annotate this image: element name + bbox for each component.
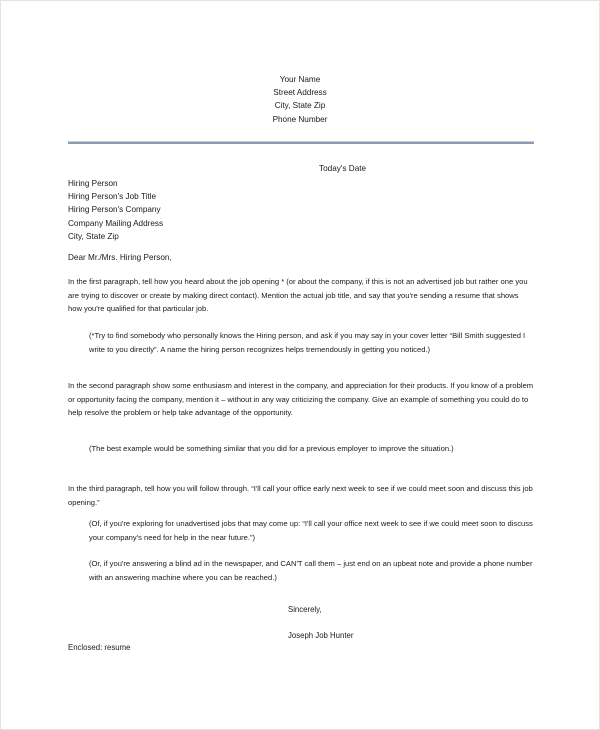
note-four-blind-ad: (Or, if you're answering a blind ad in the newspaper, and CAN'T call them – just end on an upbeat note and provide a phone number with an answering machine where you can be reached.): [89, 559, 533, 582]
letter-sheet: [1, 1, 599, 729]
signature-name: Joseph Job Hunter: [288, 631, 354, 640]
recipient-company: Hiring Person's Company: [68, 205, 161, 215]
sender-phone: Phone Number: [272, 114, 328, 124]
recipient-mailing-address: Company Mailing Address: [68, 218, 164, 228]
closing-salutation: Sincerely,: [288, 605, 322, 614]
enclosure-line: Enclosed: resume: [68, 643, 131, 652]
recipient-name: Hiring Person: [68, 179, 118, 188]
paragraph-two: In the second paragraph show some enthusiasm and interest in the company, and appreciation for their products. If you know of a problem or opportunity facing the company, mention it – without in any way criticizing the company. Give an example of something you could do to help resolve the problem or help take advantage of the opportunity.: [68, 381, 534, 418]
sender-street: Street Address: [273, 88, 327, 98]
recipient-job-title: Hiring Person's Job Title: [68, 192, 157, 202]
paragraph-one: In the first paragraph, tell how you heard about the job opening * (or about the company, if this is not an advertised job but rather one you are trying to discover or create by making direct contact). Mention the actual job title, and say that you're sending a resume that shows how you're qualified for that particular job.: [68, 277, 528, 314]
header-divider-rule: [68, 141, 534, 144]
recipient-city-state-zip: City, State Zip: [68, 231, 119, 241]
note-three-unadvertised-jobs: (Of, if you're exploring for unadvertised jobs that may come up: “I'll call your office next week to see if we could meet soon to discuss your company's need for help in the near future.”): [89, 519, 533, 542]
sender-name: Your Name: [279, 75, 321, 84]
note-two-best-example: (The best example would be something similar that you did for a previous employer to improve the situation.): [89, 444, 454, 453]
sender-address-block: [1, 73, 599, 126]
recipient-address-block: [68, 177, 163, 243]
letter-date: Today's Date: [319, 164, 367, 173]
paragraph-three: In the third paragraph, tell how you will follow through. “I'll call your office early next week to see if we could meet soon and discuss this job opening.”: [68, 484, 533, 507]
note-one-hiring-person-referral: (*Try to find somebody who personally knows the Hiring person, and ask if you may say in your cover letter “Bill Smith suggested I write to you directly”. A name the hiring person recognizes helps tremendously in getting you noticed.): [89, 331, 526, 354]
sender-city-state-zip: City, State Zip: [274, 101, 326, 111]
salutation-line: Dear Mr./Mrs. Hiring Person,: [68, 253, 172, 262]
